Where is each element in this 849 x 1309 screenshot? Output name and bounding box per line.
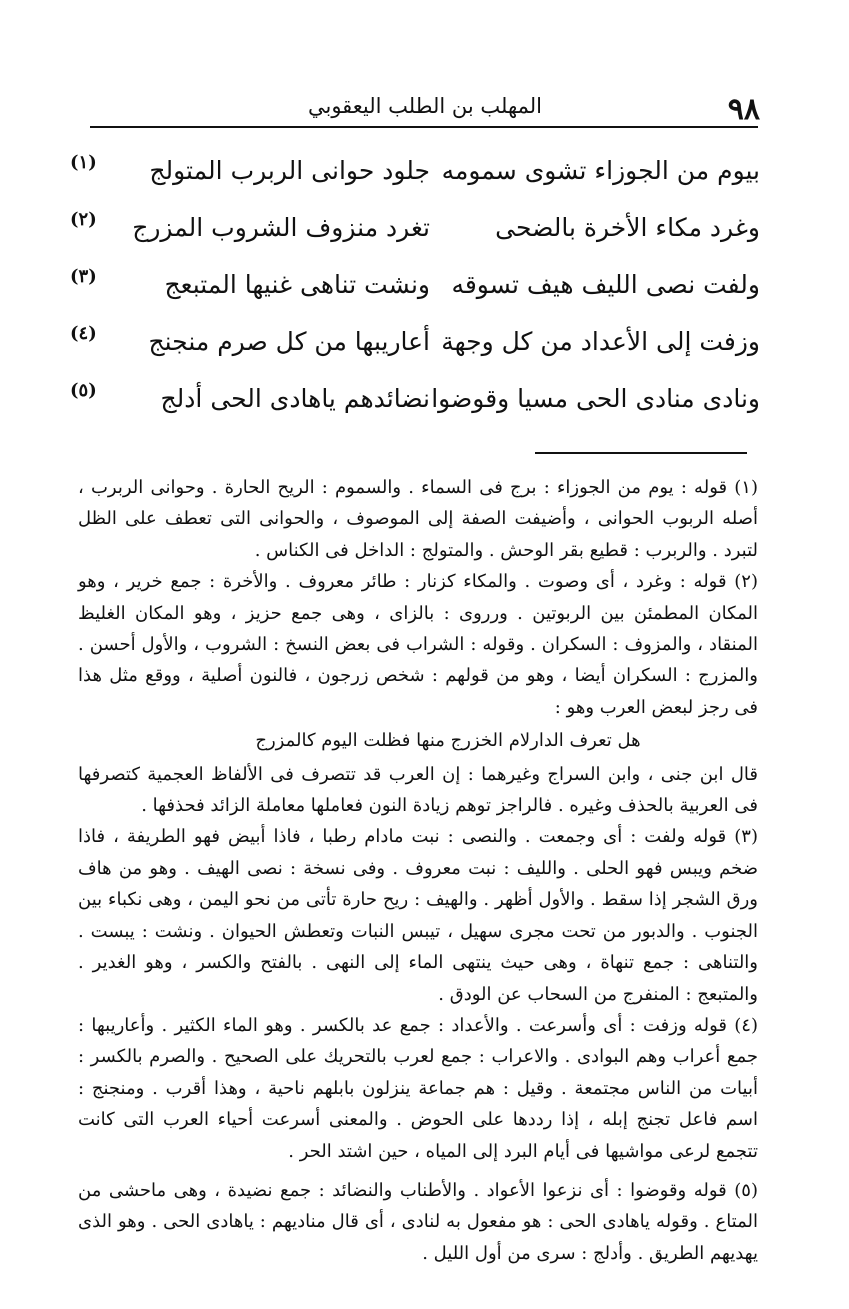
verse-second-hemistich: ونشت تناهى غنيها المتبعج	[164, 270, 430, 299]
footnote-2-continued: قال ابن جنى ، وابن السراج وغيرهما : إن العرب قد تتصرف فى الألفاظ العجمية كتصرفها فى العربية بالحذف وغيره . فالراجز توهم زيادة النون فعاملها معاملة الزائد فحذفها .	[78, 763, 758, 817]
page-header	[90, 92, 760, 128]
running-title: المهلب بن الطلب اليعقوبي	[307, 94, 543, 118]
footnote-ref: (٤)	[70, 323, 97, 344]
verse-first-hemistich: وغرد مكاء الأخرة بالضحى	[495, 213, 760, 242]
footnote-1: (١) قوله : يوم من الجوزاء : برج فى السماء . والسموم : الريح الحارة . وحوانى الربرب ، أصله الربوب الحوانى ، وأضيفت الصفة إلى الموصوف ، والحوانى التى تعطف على الظل لتبرد . والربرب : قطيع بقر الوحش . والمتولج : الداخل فى الكناس .	[78, 477, 758, 561]
verse-second-hemistich: نضائدهم ياهادى الحى أدلج	[160, 384, 430, 413]
quoted-verse: هل تعرف الدارلام الخزرج منها فظلت اليوم كالمزرج	[255, 730, 641, 752]
footnote-ref: (٢)	[70, 209, 97, 230]
verse-3	[70, 262, 760, 319]
verse-first-hemistich: وزفت إلى الأعداد من كل وجهة	[441, 327, 760, 356]
footnote-ref: (٣)	[70, 266, 97, 287]
footnote-divider	[535, 452, 747, 454]
verse-second-hemistich: أعاريبها من كل صرم منجنج	[148, 327, 430, 356]
verse-2	[70, 205, 760, 262]
poem	[70, 148, 760, 433]
verse-5	[70, 376, 760, 433]
header-rule	[90, 126, 758, 128]
footnotes	[78, 472, 758, 1269]
verse-first-hemistich: ولفت نصى الليف هيف تسوقه	[451, 270, 760, 299]
footnote-5: (٥) قوله وقوضوا : أى نزعوا الأعواد . والأطناب والنضائد : جمع نضيدة ، وهى ماحشى من المتاع . وقوله ياهادى الحى : هو مفعول به لنادى ، أى قال مناديهم : ياهادى الحى . وهو الذى يهديهم الطريق . وأدلج : سرى من أول الليل .	[78, 1179, 758, 1264]
page-number: ٩٨	[727, 92, 760, 127]
verse-1	[70, 148, 760, 205]
verse-second-hemistich: تغرد منزوف الشروب المزرج	[132, 213, 430, 242]
footnote-4: (٤) قوله وزفت : أى وأسرعت . والأعداد : جمع عد بالكسر . وهو الماء الكثير . وأعاريبها : جمع أعراب وهم البوادى . والاعراب : جمع لعرب بالتحريك على الصحيح . والصرم بالكسر : أبيات من الناس مجتمعة . وقيل : هم جماعة ينزلون بابلهم ناحية ، وهذا أقرب . ومنجنج : اسم فاعل تجنج إبله ، إذا رددها على الحوض . والمعنى أسرعت أحياء العرب التى كانت تتجمع لرعى مواشيها فى أيام البرد إلى المياه ، حين اشتد الحر .	[78, 1014, 758, 1162]
verse-4	[70, 319, 760, 376]
footnote-ref: (٥)	[70, 380, 97, 401]
verse-second-hemistich: جلود حوانى الربرب المتولج	[149, 156, 430, 185]
verse-first-hemistich: ونادى منادى الحى مسيا وقوضوا	[431, 384, 760, 413]
footnote-2: (٢) قوله : وغرد ، أى وصوت . والمكاء كزنار : طائر معروف . والأخرة : جمع خرير ، وهو المكان المطمئن بين الربوتين . ورروى : بالزاى ، وهى جمع حزيز ، وهو المكان الغليظ المنقاد ، والمزوف : السكران . وقوله : الشراب فى بعض النسخ : الشروب ، والأول أحسن . والمزرج : السكران أيضا ، وهو من قولهم : شخص زرجون ، فالنون أصلية ، ووقع مثل هذا فى رجز لبعض العرب وهو :	[78, 571, 758, 718]
footnote-ref: (١)	[70, 152, 97, 173]
footnote-3: (٣) قوله ولفت : أى وجمعت . والنصى : نبت مادام رطبا ، فاذا أبيض فهو الطريفة ، فاذا ضخم ويبس فهو الحلى . والليف : نبت معروف . وفى نسخة : نصى الهيف . وهو من هاف ورق الشجر إذا سقط . والأول أظهر . والهيف : ريح حارة تأتى من نحو اليمن ، وهى نكباء بين الجنوب . والدبور من تحت مجرى سهيل ، تيبس النبات وتعطش الحيوان . ونشت : يبست . والتناهى : جمع تنهاة ، وهى حيث ينتهى الماء إلى النهى . بالفتح والكسر ، وهو الغدير . والمتبعج : المنفرج من السحاب عن الودق .	[78, 826, 758, 1005]
verse-first-hemistich: بيوم من الجوزاء تشوى سمومه	[441, 156, 760, 185]
